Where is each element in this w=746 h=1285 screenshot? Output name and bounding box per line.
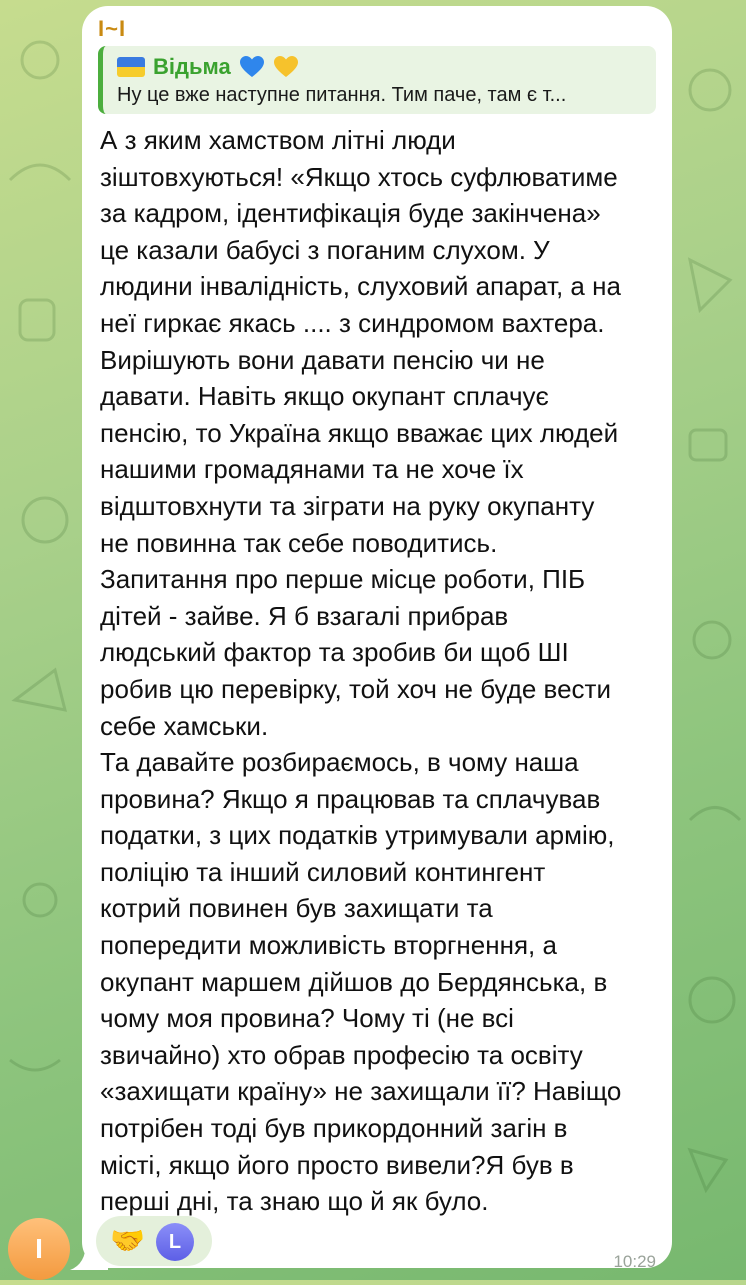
- sender-name[interactable]: I~I: [98, 16, 127, 41]
- message-bubble[interactable]: [82, 6, 672, 1271]
- reply-header: [117, 54, 299, 80]
- sender-avatar[interactable]: I: [8, 1218, 70, 1280]
- reply-quote[interactable]: [98, 46, 656, 114]
- reactor-avatar[interactable]: L: [156, 1223, 194, 1261]
- blue-heart-icon: [239, 55, 265, 79]
- reply-preview: Ну це вже наступне питання. Тим паче, там є т...: [117, 84, 567, 106]
- ukraine-flag-icon: [117, 57, 145, 77]
- message-time: 10:29: [613, 1252, 656, 1271]
- reply-author: Відьма: [153, 54, 231, 79]
- message-text: А з яким хамством літні люди зіштовхуються! «Якщо хтось суфлюватиме за кадром, ідентифікація буде закінчена» це казали бабусі з поганим слухом. У людини інвалідність, слуховий апарат, а на неї гиркає якась .... з синдромом вахтера. Вирішують вони давати пенсію чи не давати. Навіть якщо окупант сплачує пенсію, то Україна якщо вважає цих людей нашими громадянами та не хоче їх відштовхнути та зіграти на руку окупанту не повинна так себе поводитись. Запитання про перше місце роботи, ПІБ дітей - зайве. Я б взагалі прибрав людський фактор та зробив би щоб ШІ робив цю перевірку, той хоч не буде вести себе хамськи. Та давайте розбираємось, в чому наша провина? Якщо я працював та сплачував податки, з цих податків утримували армію, поліцію та інший силовий контингент котрий повинен був захищати та попередити можливість вторгнення, а окупант маршем дійшов до Бердянська, в чому моя провина? Чому ті (не всі звичайно) хто обрав професію та освіту «захищати країну» не захищали її? Навіщо потрібен тоді був прикордонний загін в місті, якщо його просто вивели?Я був в перші дні, та знаю що й як було.: [100, 125, 622, 1217]
- handshake-reaction[interactable]: 🤝: [110, 1225, 145, 1256]
- yellow-heart-icon: [273, 55, 299, 79]
- reactions-bar[interactable]: [96, 1216, 212, 1266]
